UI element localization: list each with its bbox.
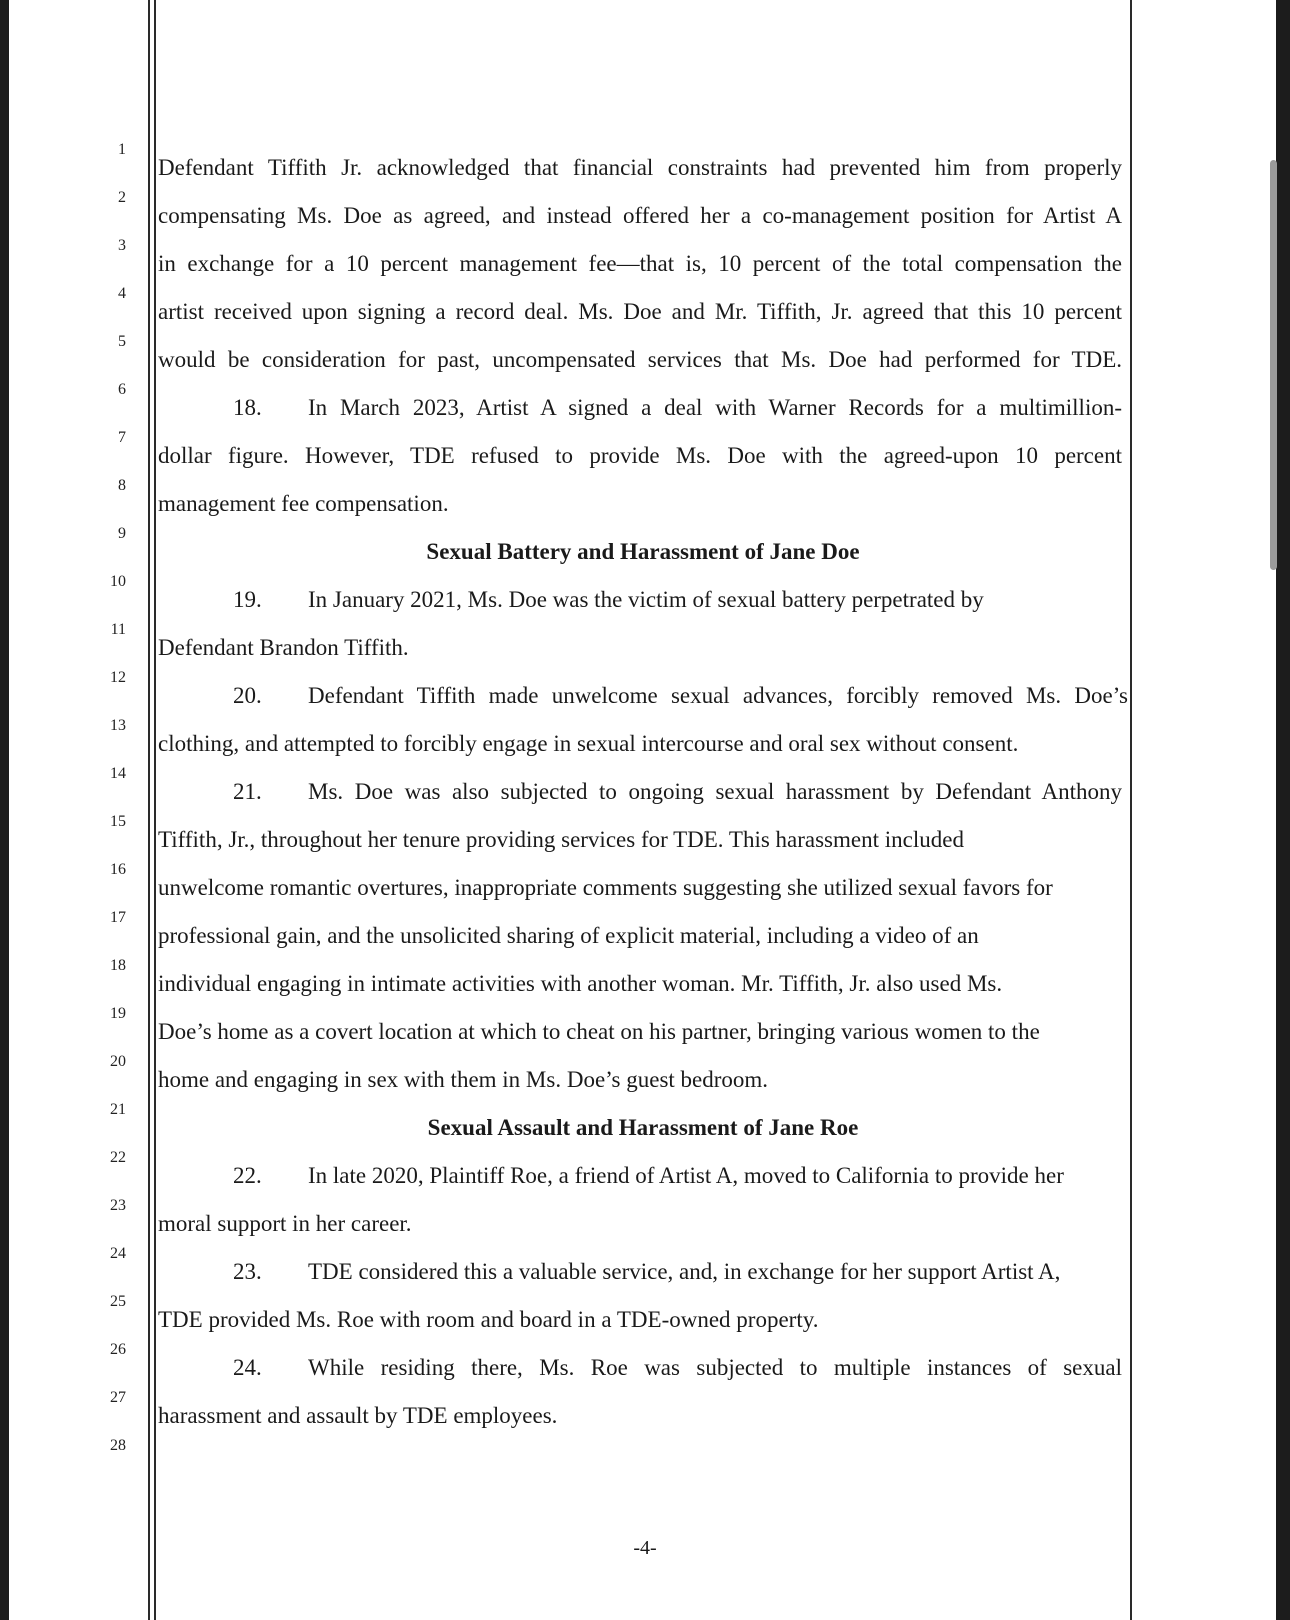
line-number: 1 xyxy=(118,141,126,158)
text-line: harassment and assault by TDE employees. xyxy=(158,1403,558,1428)
text-line: moral support in her career. xyxy=(158,1211,412,1236)
paragraph-number: 19. xyxy=(233,587,262,612)
line-number: 2 xyxy=(118,189,126,206)
line-number: 7 xyxy=(118,429,126,446)
text-line: in exchange for a 10 percent management fee—that is, 10 percent of the total compensation the xyxy=(158,251,1122,276)
line-number: 20 xyxy=(110,1053,126,1070)
text-line: individual engaging in intimate activities with another woman. Mr. Tiffith, Jr. also used Ms. xyxy=(158,971,1003,996)
paragraph-number: 21. xyxy=(233,779,262,804)
text-line: In late 2020, Plaintiff Roe, a friend of Artist A, moved to California to provide her xyxy=(308,1163,1064,1188)
line-number: 17 xyxy=(110,909,126,926)
text-line: artist received upon signing a record deal. Ms. Doe and Mr. Tiffith, Jr. agreed that this 10 percent xyxy=(158,299,1122,324)
line-number: 9 xyxy=(118,525,126,542)
paragraph-number: 24. xyxy=(233,1355,262,1380)
viewer-right-edge xyxy=(1276,0,1290,1620)
text-line: dollar figure. However, TDE refused to provide Ms. Doe with the agreed-upon 10 percent xyxy=(158,443,1122,468)
text-line: compensating Ms. Doe as agreed, and instead offered her a co-management position for Artist A xyxy=(158,203,1122,228)
text-line: unwelcome romantic overtures, inappropriate comments suggesting she utilized sexual favors for xyxy=(158,875,1053,900)
line-number: 16 xyxy=(110,861,126,878)
text-line: While residing there, Ms. Roe was subjected to multiple instances of sexual xyxy=(308,1355,1122,1380)
paragraph-number: 20. xyxy=(233,683,262,708)
margin-rule-left-outer xyxy=(148,0,150,1620)
text-line: management fee compensation. xyxy=(158,491,449,516)
text-line: In January 2021, Ms. Doe was the victim of sexual battery perpetrated by xyxy=(308,587,984,612)
text-line: Defendant Brandon Tiffith. xyxy=(158,635,409,660)
text-line: professional gain, and the unsolicited sharing of explicit material, including a video of an xyxy=(158,923,979,948)
page-number: -4- xyxy=(633,1537,657,1559)
text-line: TDE provided Ms. Roe with room and board in a TDE-owned property. xyxy=(158,1307,819,1332)
line-number: 28 xyxy=(110,1437,126,1454)
paragraph-number: 22. xyxy=(233,1163,262,1188)
line-number: 14 xyxy=(110,765,126,782)
text-line: would be consideration for past, uncompensated services that Ms. Doe had performed for TDE. xyxy=(158,347,1122,372)
line-number: 6 xyxy=(118,381,126,398)
line-number: 27 xyxy=(110,1389,126,1406)
text-line: Tiffith, Jr., throughout her tenure providing services for TDE. This harassment included xyxy=(158,827,964,852)
line-number: 23 xyxy=(110,1197,126,1214)
line-number: 13 xyxy=(110,717,126,734)
line-number: 21 xyxy=(110,1101,126,1118)
line-number: 5 xyxy=(118,333,126,350)
line-number: 22 xyxy=(110,1149,126,1166)
text-line: Doe’s home as a covert location at which to cheat on his partner, bringing various women to the xyxy=(158,1019,1040,1044)
text-line: clothing, and attempted to forcibly engage in sexual intercourse and oral sex without consent. xyxy=(158,731,1019,756)
line-number: 19 xyxy=(110,1005,126,1022)
paragraph-number: 23. xyxy=(233,1259,262,1284)
text-line: In March 2023, Artist A signed a deal with Warner Records for a multimillion- xyxy=(308,395,1122,420)
section-heading: Sexual Assault and Harassment of Jane Roe xyxy=(427,1115,859,1140)
section-heading: Sexual Battery and Harassment of Jane Doe xyxy=(426,539,860,564)
text-line: Ms. Doe was also subjected to ongoing sexual harassment by Defendant Anthony xyxy=(308,779,1122,804)
margin-rule-left-inner xyxy=(154,0,156,1620)
text-line: home and engaging in sex with them in Ms. Doe’s guest bedroom. xyxy=(158,1067,769,1092)
line-number: 18 xyxy=(110,957,126,974)
text-line: TDE considered this a valuable service, and, in exchange for her support Artist A, xyxy=(308,1259,1061,1284)
vertical-scrollbar[interactable] xyxy=(1270,160,1277,570)
paragraph-number: 18. xyxy=(233,395,262,420)
line-number: 24 xyxy=(110,1245,126,1262)
line-number: 26 xyxy=(110,1341,126,1358)
line-number: 4 xyxy=(118,285,126,302)
line-number: 8 xyxy=(118,477,126,494)
line-number: 3 xyxy=(118,237,126,254)
text-line: Defendant Tiffith Jr. acknowledged that financial constraints had prevented him from properly xyxy=(158,155,1122,180)
text-line: Defendant Tiffith made unwelcome sexual advances, forcibly removed Ms. Doe’s xyxy=(308,683,1128,708)
line-number: 25 xyxy=(110,1293,126,1310)
line-number: 11 xyxy=(110,621,126,638)
margin-rule-right xyxy=(1130,0,1132,1620)
line-number: 10 xyxy=(110,573,126,590)
line-number: 15 xyxy=(110,813,126,830)
line-number: 12 xyxy=(110,669,126,686)
